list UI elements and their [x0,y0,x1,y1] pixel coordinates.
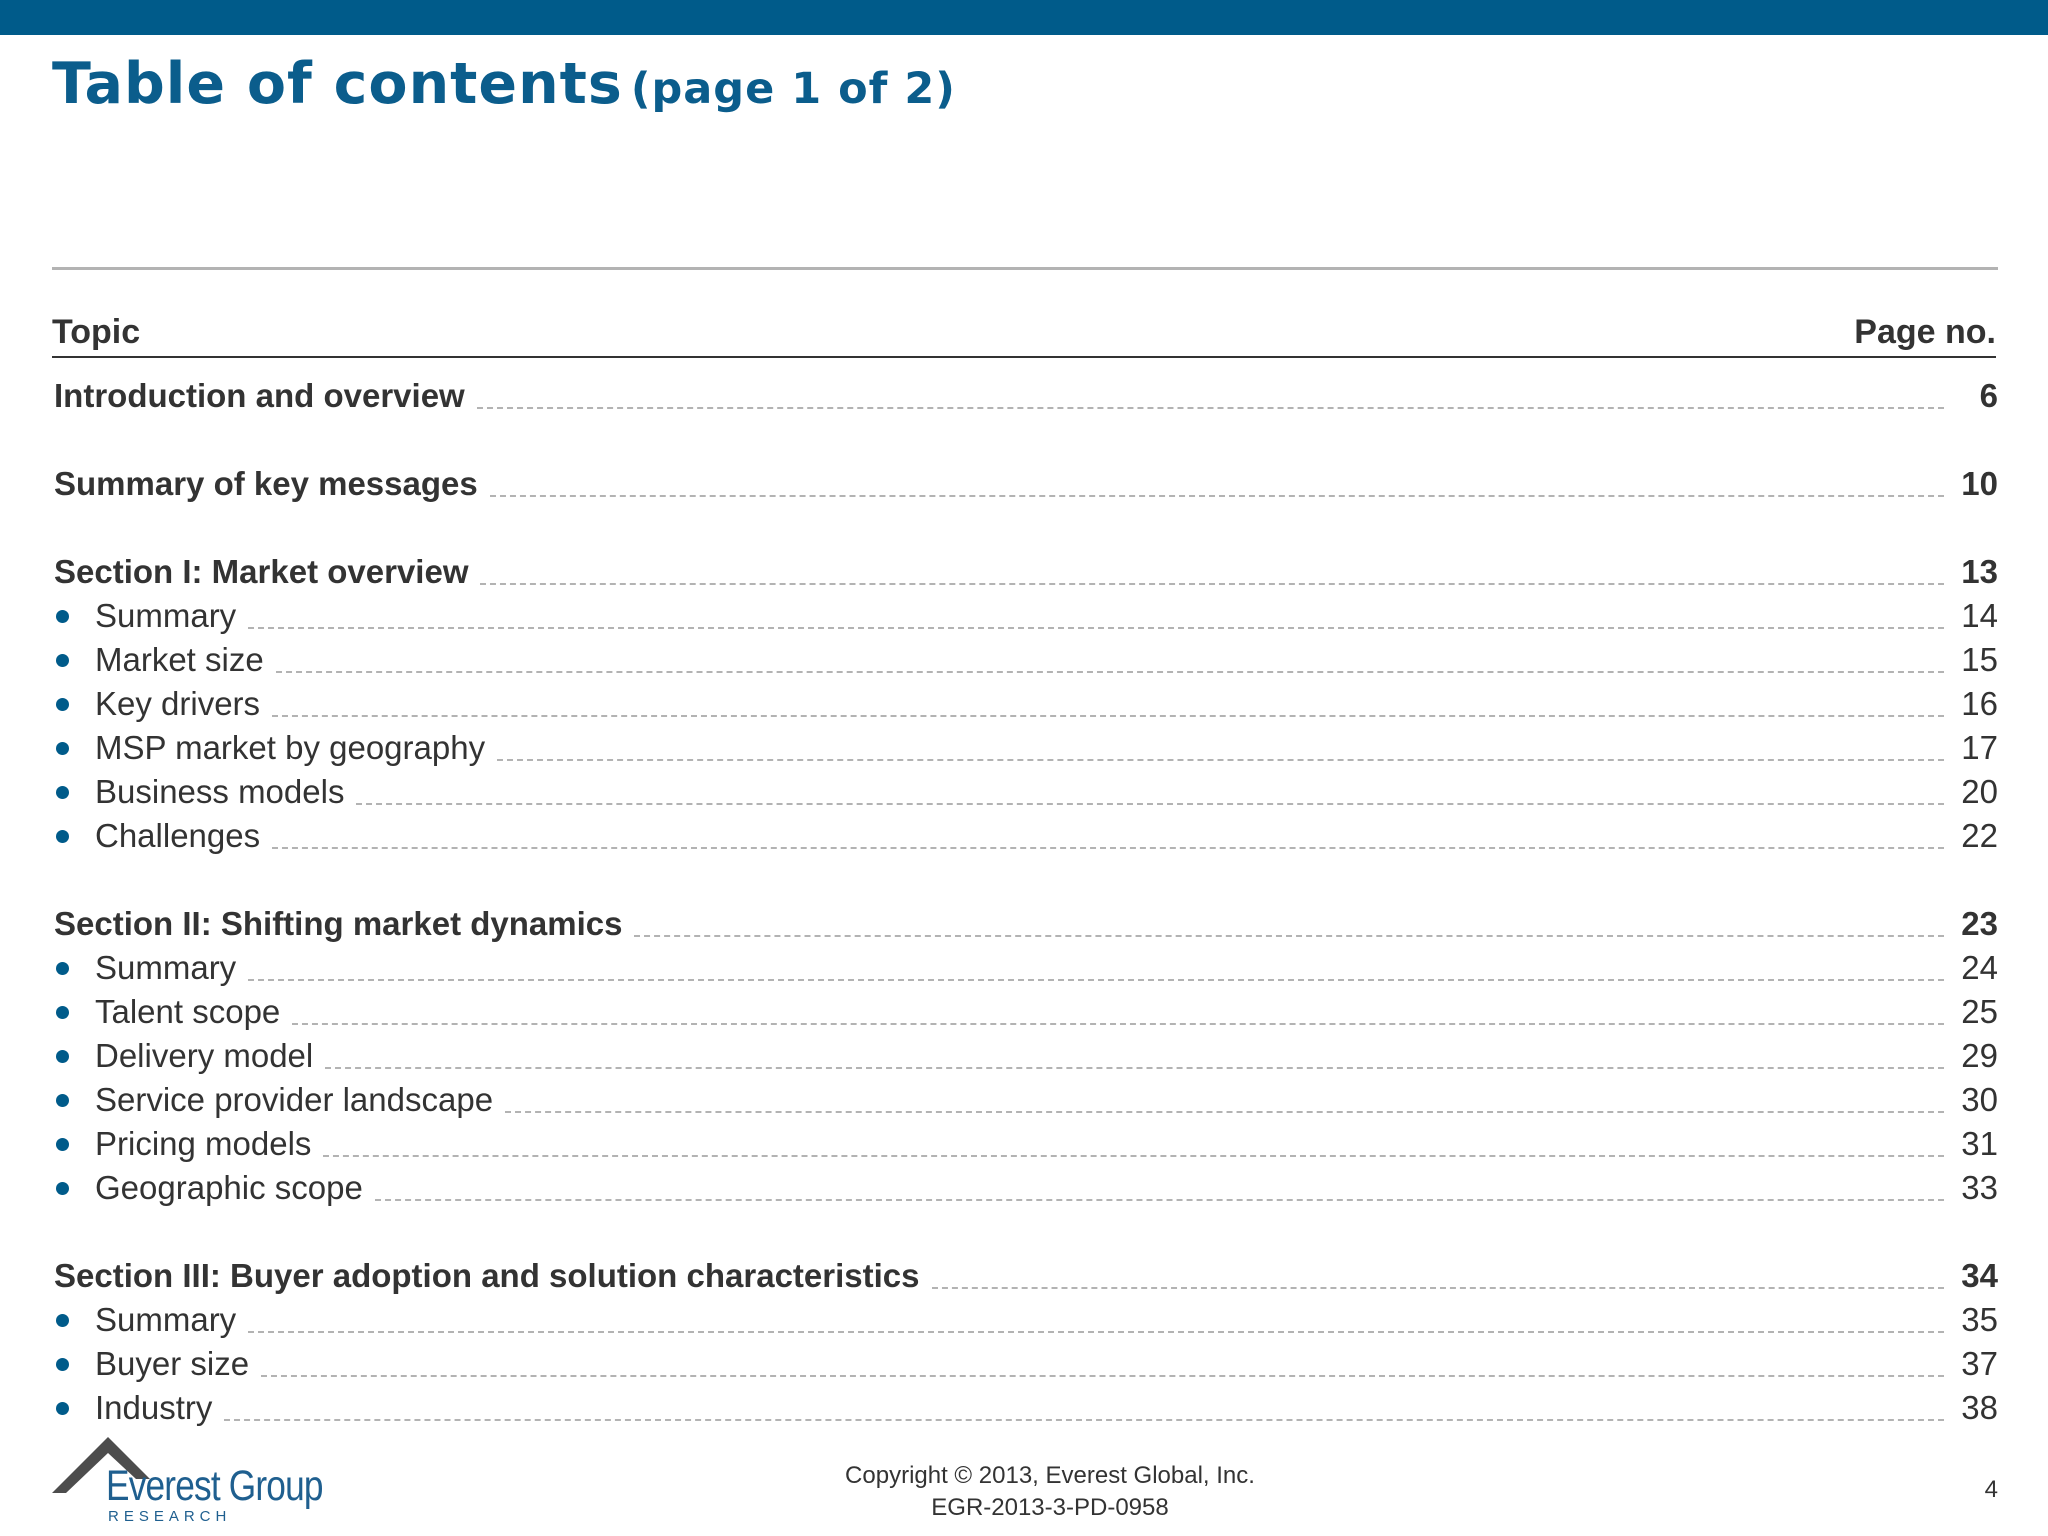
bullet-icon [56,1006,69,1019]
toc-entry-label: Summary of key messages [54,465,478,502]
dotted-leader [375,1199,1944,1201]
dotted-leader [932,1287,1945,1289]
toc-entry-page: 29 [1961,1037,1998,1074]
bullet-icon [56,698,69,711]
dotted-leader [248,1331,1944,1333]
dotted-leader [634,935,1944,937]
toc-entry-page: 16 [1961,685,1998,722]
page-no-header: Page no. [1854,312,1996,351]
dotted-leader [276,671,1944,673]
bullet-icon [56,830,69,843]
divider-rule [52,267,1998,270]
logo-subtitle: RESEARCH [108,1508,232,1525]
toc-entry-label: Section I: Market overview [54,553,469,590]
toc-entry-page: 38 [1961,1389,1998,1426]
toc-entry-page: 34 [1961,1257,1998,1294]
bullet-icon [56,1050,69,1063]
toc-entry-page: 31 [1961,1125,1998,1162]
bullet-icon [56,962,69,975]
toc-subentry[interactable] [54,814,1998,858]
toc-entry-label: Market size [95,641,264,678]
toc-subentry[interactable] [54,1386,1998,1430]
title-subtitle: (page 1 of 2) [630,64,956,114]
toc-entry-label: Challenges [95,817,261,854]
toc-entry-page: 24 [1961,949,1998,986]
toc-entry-label: Pricing models [95,1125,312,1162]
bullet-icon [56,786,69,799]
toc-entry-page: 23 [1961,905,1998,942]
dotted-leader [272,715,1944,717]
toc-entry-label: Delivery model [95,1037,314,1074]
toc-subentry[interactable] [54,1122,1998,1166]
toc-entry-page: 33 [1961,1169,1998,1206]
toc-entry-page: 37 [1961,1345,1998,1382]
dotted-leader [356,803,1944,805]
toc-entry-introduction[interactable] [54,374,1998,418]
toc-entry-label: Summary [95,1301,237,1338]
toc-header [52,308,1996,358]
toc-entry-summary-key-messages[interactable] [54,462,1998,506]
dotted-leader [248,627,1944,629]
toc-entry-label: Industry [95,1389,213,1426]
page-title [52,50,956,118]
toc-entry-page: 30 [1961,1081,1998,1118]
toc-entry-section-1[interactable] [54,550,1998,594]
page-number: 4 [1984,1476,1998,1503]
top-brand-bar [0,0,2048,35]
dotted-leader [480,583,1944,585]
toc-subentry[interactable] [54,638,1998,682]
toc-entry-label: Service provider landscape [95,1081,494,1118]
bullet-icon [56,1402,69,1415]
toc-subentry[interactable] [54,682,1998,726]
toc-subentry[interactable] [54,1298,1998,1342]
dotted-leader [272,847,1944,849]
toc-entry-page: 25 [1961,993,1998,1030]
toc-subentry[interactable] [54,946,1998,990]
bullet-icon [56,1182,69,1195]
toc-subentry[interactable] [54,770,1998,814]
toc-entry-page: 35 [1961,1301,1998,1338]
toc-entry-label: Key drivers [95,685,261,722]
toc-entry-label: Geographic scope [95,1169,363,1206]
toc-entry-label: Buyer size [95,1345,250,1382]
title-main: Table of contents [52,51,623,117]
bullet-icon [56,610,69,623]
toc-entry-page: 22 [1961,817,1998,854]
footer [700,1460,1400,1524]
copyright-text: Copyright © 2013, Everest Global, Inc. [845,1462,1255,1489]
bullet-icon [56,654,69,667]
dotted-leader [490,495,1944,497]
dotted-leader [261,1375,1944,1377]
logo-name: Everest Group [106,1462,323,1510]
dotted-leader [497,759,1944,761]
toc-entry-label: Business models [95,773,345,810]
toc-entry-label: Summary [95,597,237,634]
toc-entry-label: Summary [95,949,237,986]
bullet-icon [56,1358,69,1371]
toc-subentry[interactable] [54,1342,1998,1386]
toc-entry-page: 10 [1961,465,1998,502]
toc-subentry[interactable] [54,990,1998,1034]
toc-subentry[interactable] [54,1078,1998,1122]
toc-entry-section-2[interactable] [54,902,1998,946]
toc-subentry[interactable] [54,594,1998,638]
toc-entry-page: 13 [1961,553,1998,590]
dotted-leader [323,1155,1944,1157]
toc-entry-label: Section II: Shifting market dynamics [54,905,623,942]
dotted-leader [224,1419,1944,1421]
bullet-icon [56,742,69,755]
toc-entry-label: Talent scope [95,993,281,1030]
bullet-icon [56,1138,69,1151]
document-id: EGR-2013-3-PD-0958 [931,1494,1169,1521]
table-of-contents [54,374,1998,1430]
toc-entry-page: 14 [1961,597,1998,634]
toc-entry-page: 17 [1961,729,1998,766]
toc-entry-page: 15 [1961,641,1998,678]
dotted-leader [325,1067,1944,1069]
topic-header: Topic [52,312,141,351]
dotted-leader [477,407,1944,409]
toc-subentry[interactable] [54,1166,1998,1210]
toc-entry-page: 6 [1979,377,1998,414]
dotted-leader [292,1023,1944,1025]
toc-entry-label: MSP market by geography [95,729,486,766]
everest-group-logo [50,1435,340,1525]
dotted-leader [505,1111,1944,1113]
toc-entry-label: Section III: Buyer adoption and solution characteristics [54,1257,920,1294]
bullet-icon [56,1314,69,1327]
toc-subentry[interactable] [54,1034,1998,1078]
toc-entry-section-3[interactable] [54,1254,1998,1298]
dotted-leader [248,979,1944,981]
toc-entry-label: Introduction and overview [54,377,465,414]
toc-entry-page: 20 [1961,773,1998,810]
bullet-icon [56,1094,69,1107]
toc-subentry[interactable] [54,726,1998,770]
